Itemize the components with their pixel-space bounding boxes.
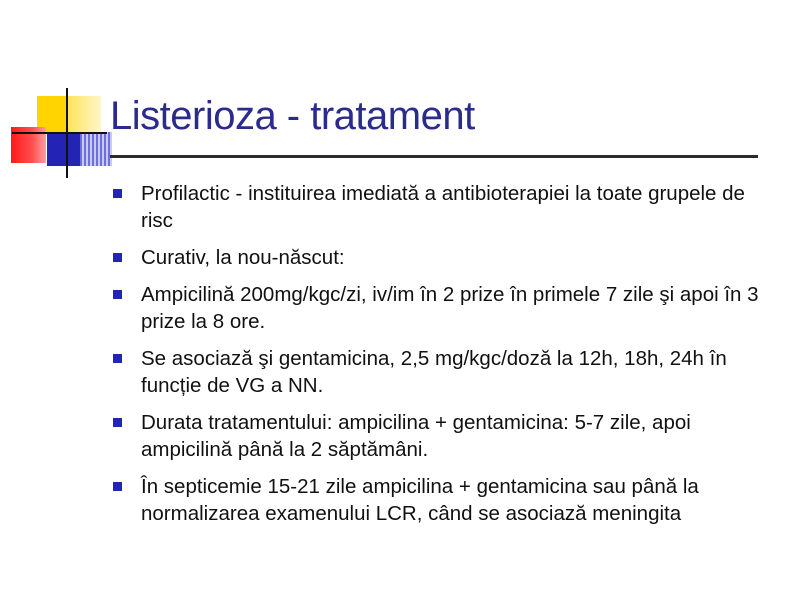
bullet-text: În septicemie 15-21 zile ampicilina + gentamicina sau până la normalizarea examenului LCR, când se asociază meningita xyxy=(141,475,699,525)
yellow-fade-block xyxy=(67,96,101,132)
bullet-item xyxy=(110,473,772,527)
bullet-text: Durata tratamentului: ampicilina + gentamicina: 5-7 zile, apoi ampicilină până la 2 săptămâni. xyxy=(141,411,691,461)
square-bullet-icon xyxy=(113,482,122,491)
blue-fade-block xyxy=(80,132,112,166)
bullet-item xyxy=(110,409,772,463)
bullet-item xyxy=(110,345,772,399)
bullet-item xyxy=(110,281,772,335)
bullet-item xyxy=(110,180,772,234)
bullet-item xyxy=(110,244,772,271)
decorative-horizontal-line xyxy=(12,132,107,134)
bullet-text: Curativ, la nou-născut: xyxy=(141,246,345,269)
title-underline xyxy=(110,155,758,158)
decorative-blocks xyxy=(0,0,120,190)
blue-block xyxy=(47,132,80,166)
slide-title: Listerioza - tratament xyxy=(110,94,475,138)
bullet-text: Profilactic - instituirea imediată a antibioterapiei la toate grupele de risc xyxy=(141,182,745,232)
square-bullet-icon xyxy=(113,189,122,198)
bullet-text: Ampicilină 200mg/kgc/zi, iv/im în 2 prize în primele 7 zile şi apoi în 3 prize la 8 ore. xyxy=(141,283,759,333)
bullet-list xyxy=(110,180,772,537)
square-bullet-icon xyxy=(113,418,122,427)
square-bullet-icon xyxy=(113,253,122,262)
square-bullet-icon xyxy=(113,290,122,299)
square-bullet-icon xyxy=(113,354,122,363)
bullet-text: Se asociază şi gentamicina, 2,5 mg/kgc/doză la 12h, 18h, 24h în funcție de VG a NN. xyxy=(141,347,727,397)
